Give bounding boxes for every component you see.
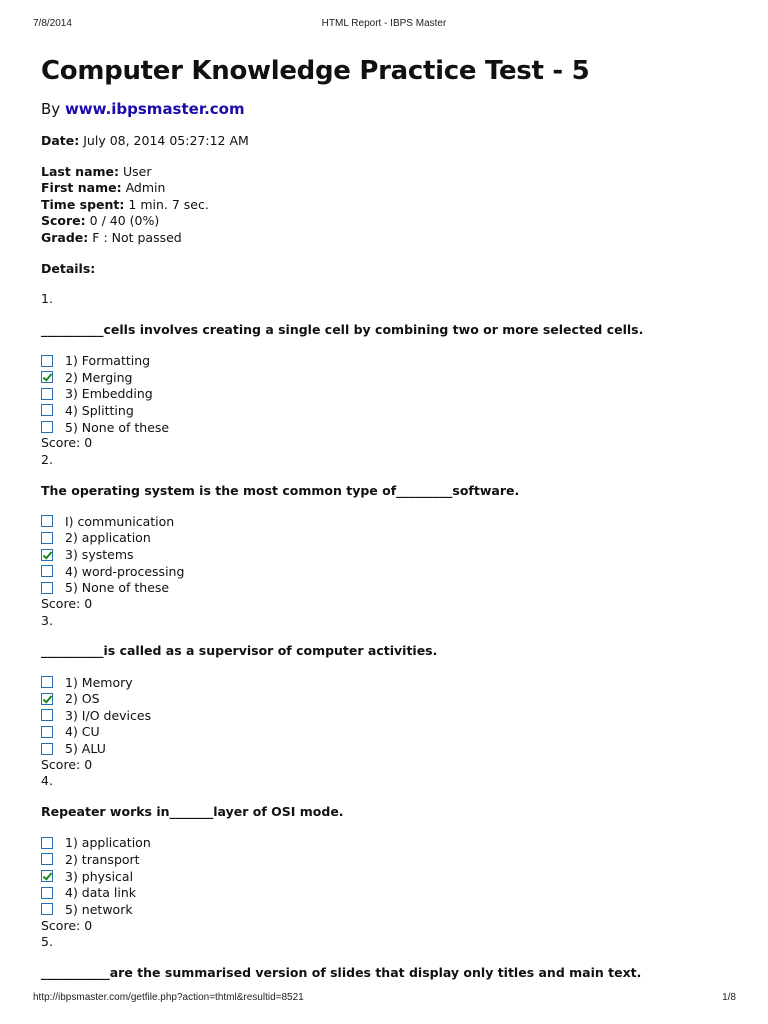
site-link[interactable]: www.ibpsmaster.com [64, 100, 245, 118]
question-score: Score: 0 [41, 756, 93, 772]
question-text: Repeater works in_______layer of OSI mode. [41, 804, 344, 819]
option-label: 5) network [65, 901, 133, 917]
option-label: 3) systems [65, 547, 134, 563]
answer-option [41, 530, 741, 547]
question-text: The operating system is the most common type of_________software. [41, 482, 520, 498]
option-label: 1) application [65, 835, 151, 851]
question-list [41, 291, 741, 981]
checkbox-icon [41, 355, 53, 367]
answer-option [41, 513, 741, 530]
answer-option [41, 740, 741, 757]
checkbox-icon [41, 743, 53, 755]
option-label: 5) None of these [65, 419, 170, 435]
question-text: ___________are the summarised version of slides that display only titles and main text. [41, 964, 642, 980]
question-score: Score: 0 [41, 596, 93, 612]
details-heading [41, 261, 741, 278]
checkbox-icon [41, 404, 53, 416]
question-number: 5. [41, 934, 53, 950]
checkbox-icon [41, 582, 53, 594]
score-row [41, 213, 741, 230]
question-text: __________cells involves creating a single cell by combining two or more selected cells. [41, 321, 644, 337]
option-label: 5) None of these [65, 580, 170, 596]
last-name-row [41, 164, 741, 181]
checkbox-icon [41, 726, 53, 738]
date-label: Date: [41, 133, 80, 148]
answer-option [41, 579, 741, 596]
answer-option [41, 546, 741, 563]
answer-option [41, 419, 741, 436]
option-label: 4) word-processing [65, 563, 185, 579]
checkbox-icon [41, 532, 53, 544]
first-name-label: First name: [41, 180, 122, 196]
checkbox-icon [41, 853, 53, 865]
answer-option [41, 851, 741, 868]
option-label: 3) I/O devices [65, 707, 152, 723]
answer-option [41, 690, 741, 707]
by-label: By [41, 100, 61, 118]
option-label: 5) ALU [65, 741, 106, 757]
page-number: 1/8 [722, 992, 736, 1003]
report-content [41, 52, 741, 995]
user-info [41, 164, 741, 247]
print-title: HTML Report - IBPS Master [321, 18, 447, 29]
question-score: Score: 0 [41, 917, 93, 933]
grade-label: Grade: [41, 229, 89, 245]
time-spent-label: Time spent: [41, 196, 125, 212]
checkbox-icon [41, 676, 53, 688]
checkbox-icon [41, 903, 53, 915]
checkbox-icon [41, 565, 53, 577]
first-name-value: Admin [125, 180, 166, 196]
option-label: 1) Memory [65, 674, 133, 690]
answer-option [41, 352, 741, 369]
checkbox-icon [41, 709, 53, 721]
answer-option [41, 835, 741, 852]
answer-option [41, 901, 741, 918]
answer-option [41, 563, 741, 580]
question-block [41, 773, 741, 934]
option-label: 3) physical [65, 868, 134, 884]
option-label: 2) OS [65, 691, 100, 707]
checked-checkbox-icon [41, 693, 53, 705]
checkbox-icon [41, 515, 53, 527]
time-spent-row [41, 197, 741, 214]
last-name-label: Last name: [41, 163, 120, 179]
option-label: 4) CU [65, 724, 100, 740]
answer-option [41, 868, 741, 885]
option-label: 3) Embedding [65, 386, 153, 402]
question-number: 3. [41, 612, 53, 628]
option-label: 4) data link [65, 885, 137, 901]
page-title: Computer Knowledge Practice Test - 5 [41, 56, 590, 86]
answer-option [41, 386, 741, 403]
checkbox-icon [41, 388, 53, 400]
checkbox-icon [41, 421, 53, 433]
question-score: Score: 0 [41, 435, 93, 451]
question-number: 4. [41, 773, 53, 789]
report-date [41, 133, 741, 150]
question-text: __________is called as a supervisor of computer activities. [41, 643, 438, 659]
option-label: 4) Splitting [65, 402, 134, 418]
answer-option [41, 369, 741, 386]
question-block [41, 934, 741, 981]
answer-option [41, 884, 741, 901]
score-value: 0 / 40 (0%) [89, 213, 160, 229]
first-name-row [41, 180, 741, 197]
print-date: 7/8/2014 [33, 18, 72, 29]
checkbox-icon [41, 837, 53, 849]
checked-checkbox-icon [41, 870, 53, 882]
byline [41, 99, 741, 119]
option-label: 1) Formatting [65, 353, 151, 369]
date-value: July 08, 2014 05:27:12 AM [83, 133, 249, 148]
time-spent-value: 1 min. 7 sec. [128, 196, 209, 212]
answer-option [41, 674, 741, 691]
score-label: Score: [41, 213, 86, 229]
question-number: 2. [41, 451, 53, 467]
checked-checkbox-icon [41, 549, 53, 561]
question-block [41, 452, 741, 613]
grade-value: F : Not passed [92, 229, 182, 245]
option-label: 2) Merging [65, 369, 133, 385]
last-name-value: User [123, 163, 152, 179]
option-label: I) communication [65, 513, 175, 529]
print-header [0, 18, 768, 32]
question-block [41, 291, 741, 452]
details-label: Details: [41, 260, 96, 276]
answer-option [41, 402, 741, 419]
print-url: http://ibpsmaster.com/getfile.php?action=thtml&resultid=8521 [33, 992, 304, 1003]
grade-row [41, 230, 741, 247]
answer-option [41, 724, 741, 741]
option-label: 2) application [65, 530, 151, 546]
question-number: 1. [41, 291, 53, 307]
checkbox-icon [41, 887, 53, 899]
checked-checkbox-icon [41, 371, 53, 383]
print-footer [0, 992, 768, 1006]
answer-option [41, 707, 741, 724]
question-block [41, 613, 741, 774]
option-label: 2) transport [65, 851, 140, 867]
